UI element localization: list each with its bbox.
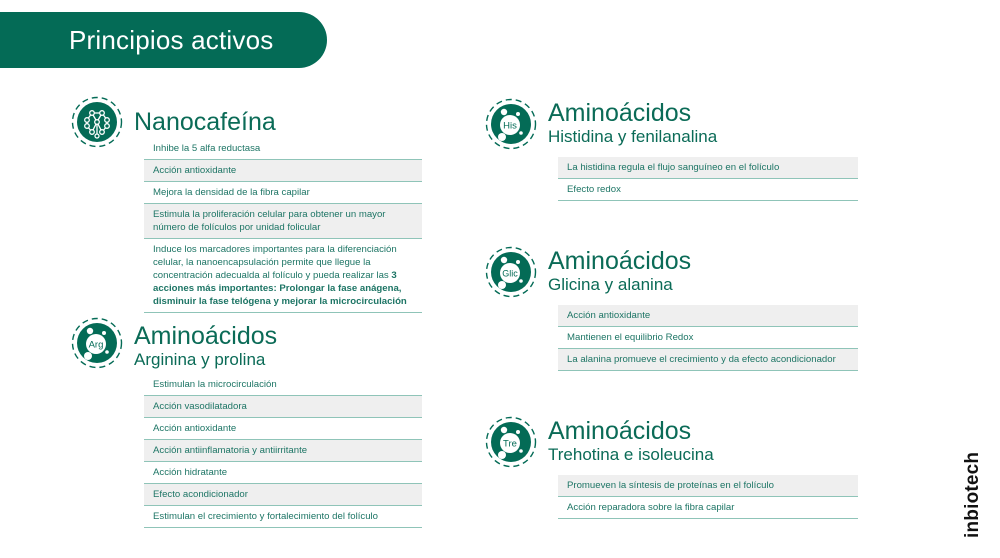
svg-text:Arg: Arg xyxy=(88,339,104,351)
arginina-list xyxy=(144,374,422,528)
page-title-bar xyxy=(0,12,327,68)
list-item: La alanina promueve el crecimiento y da efecto acondicionador xyxy=(558,349,858,371)
section-subtitle: Trehotina e isoleucina xyxy=(548,445,714,464)
svg-text:Glic: Glic xyxy=(502,268,518,279)
amino-acid-bubble-icon xyxy=(485,416,537,468)
amino-acid-bubble-icon xyxy=(485,98,537,150)
list-item: Acción antioxidante xyxy=(558,305,858,327)
list-item: Estimulan la microcirculación xyxy=(144,374,422,396)
list-item: Acción antioxidante xyxy=(144,418,422,440)
list-item: Acción reparadora sobre la fibra capilar xyxy=(558,497,858,519)
list-item: Acción vasodilatadora xyxy=(144,396,422,418)
list-item: Estimula la proliferación celular para obtener un mayor número de folículos por unidad folicular xyxy=(144,204,422,239)
section-title: Aminoácidos xyxy=(548,247,692,275)
svg-text:Tre: Tre xyxy=(503,438,517,450)
section-title: Aminoácidos xyxy=(548,417,692,445)
list-item: La histidina regula el flujo sanguíneo en el folículo xyxy=(558,157,858,179)
list-item: Mejora la densidad de la fibra capilar xyxy=(144,182,422,204)
svg-text:His: His xyxy=(503,120,517,132)
list-item: Efecto redox xyxy=(558,179,858,201)
list-item: Estimulan el crecimiento y fortalecimiento del folículo xyxy=(144,506,422,528)
glicina-list xyxy=(558,305,858,371)
list-item: Induce los marcadores importantes para la diferenciación celular, la nanoencapsulación permite que llegue la concentración adecualda al folículo y pueda realizar las 3 acciones más importantes: Prolongar la fase anágena, disminuir la fase telógena y mejorar la microcirculación xyxy=(144,239,422,313)
section-subtitle: Glicina y alanina xyxy=(548,275,673,294)
molecule-network-icon xyxy=(71,96,123,148)
list-item: Inhibe la 5 alfa reductasa xyxy=(144,138,422,160)
list-item: Acción antioxidante xyxy=(144,160,422,182)
brand-logo: inbiotech xyxy=(962,451,983,538)
page-title: Principios activos xyxy=(69,24,274,55)
emphasis-text: 3 acciones más importantes: Prolongar la fase anágena, disminuir la fase telógena y mejorar la microcirculación xyxy=(153,270,407,307)
section-title: Aminoácidos xyxy=(134,322,278,350)
list-item: Acción hidratante xyxy=(144,462,422,484)
amino-acid-bubble-icon xyxy=(71,317,123,369)
list-item: Efecto acondicionador xyxy=(144,484,422,506)
section-subtitle: Arginina y prolina xyxy=(134,350,266,369)
section-subtitle: Histidina y fenilanalina xyxy=(548,127,718,146)
list-item: Promueven la síntesis de proteínas en el folículo xyxy=(558,475,858,497)
section-title: Nanocafeína xyxy=(134,108,276,136)
trehotina-list xyxy=(558,475,858,519)
list-item: Mantienen el equilibrio Redox xyxy=(558,327,858,349)
section-title: Aminoácidos xyxy=(548,99,692,127)
amino-acid-bubble-icon xyxy=(485,246,537,298)
nanocafeina-list xyxy=(144,138,422,313)
list-item: Acción antiinflamatoria y antiirritante xyxy=(144,440,422,462)
histidina-list xyxy=(558,157,858,201)
